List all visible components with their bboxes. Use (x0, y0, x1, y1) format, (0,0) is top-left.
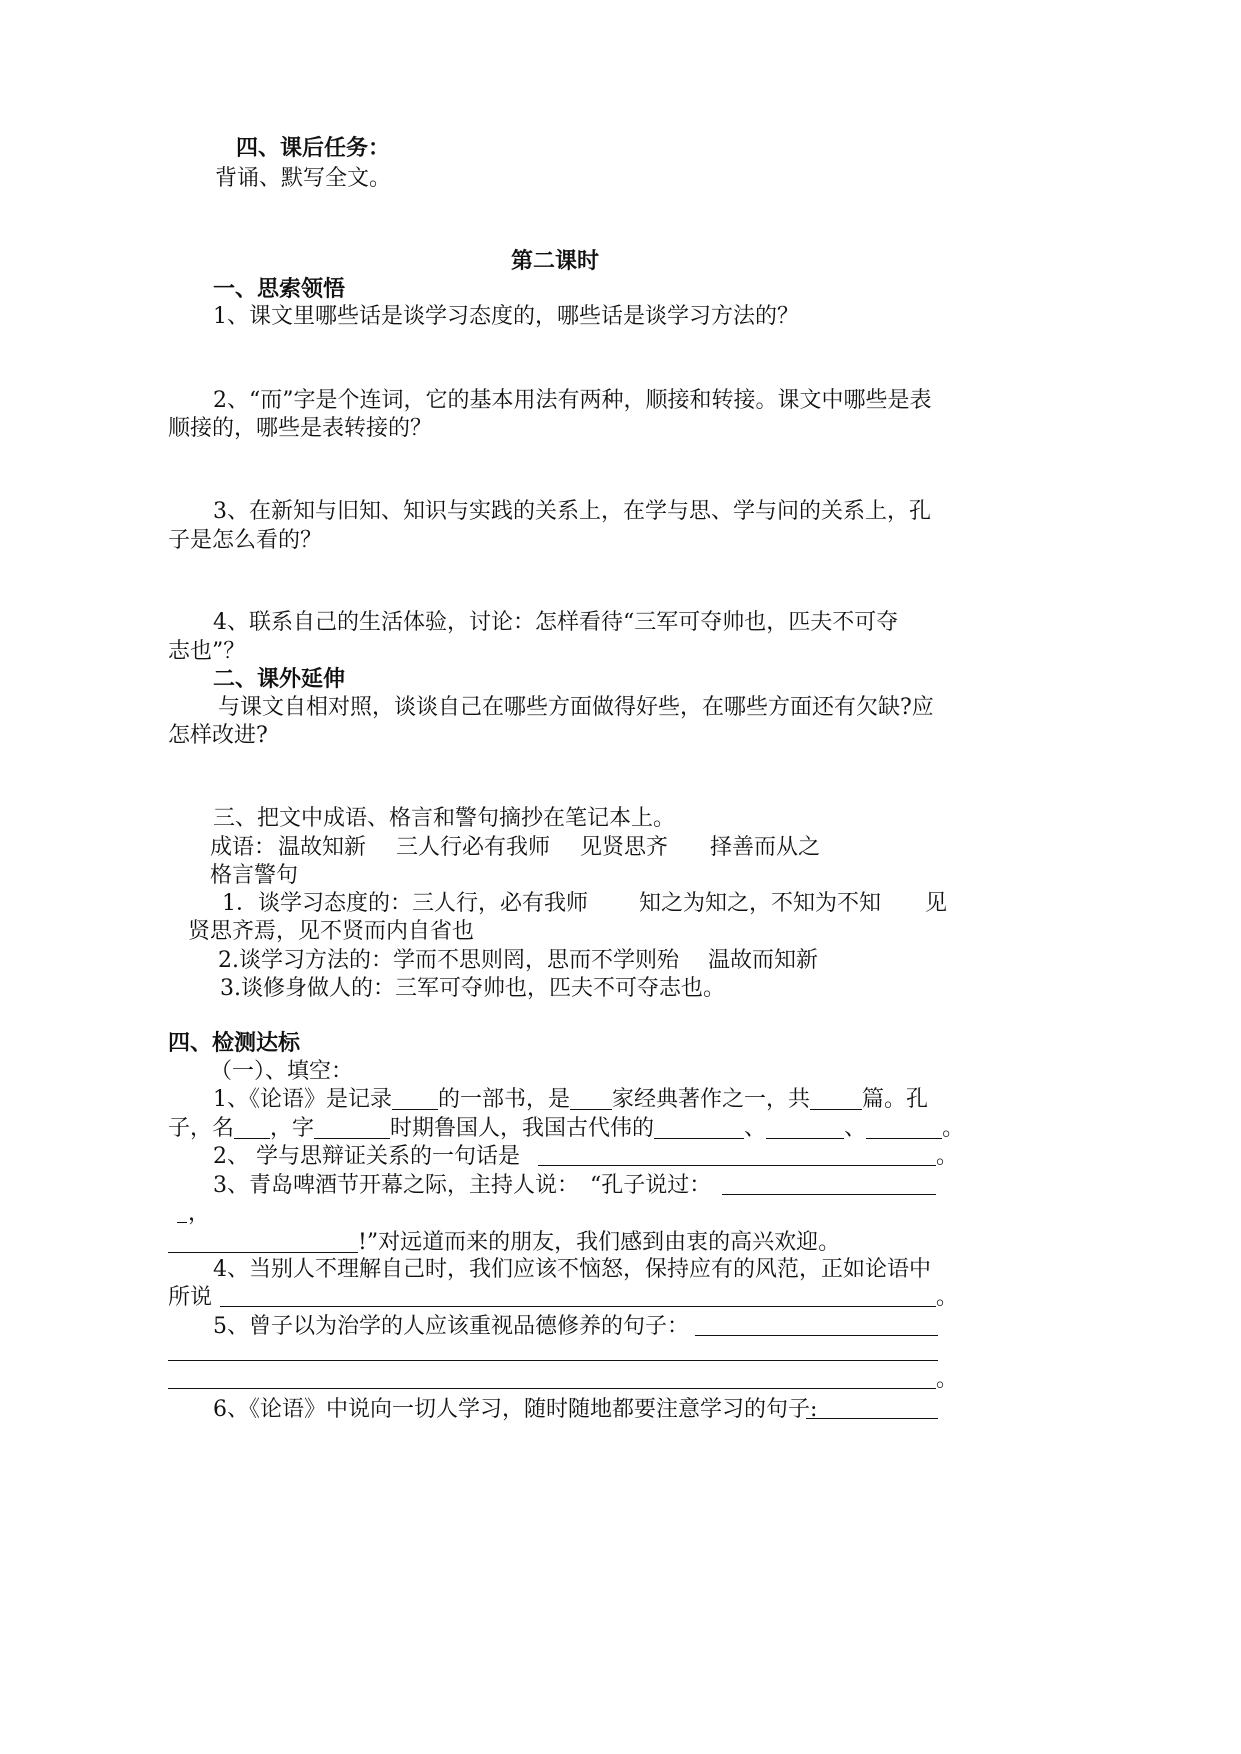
idiom-item: 择善而从之 (710, 835, 821, 860)
fill-5-line-1: 5、曾子以为治学的人应该重视品德修养的句子： (213, 1314, 689, 1339)
fill-4-end: 。 (936, 1285, 959, 1310)
fill-1-line-2: 子，名 ，字 时期鲁国人，我国古代伟的 、 、 。 (168, 1116, 965, 1141)
idiom-item: 三人行必有我师 (396, 835, 551, 860)
answer-blank[interactable] (654, 1116, 744, 1139)
fill-4-label: 所说 (168, 1285, 213, 1310)
question-4-line-1: 4、联系自己的生活体验，讨论：怎样看待“三军可夺帅也，匹夫不可夺 (213, 610, 899, 635)
maxim-2: 2.谈学习方法的：学而不思则罔，思而不学则殆 温故而知新 (218, 948, 818, 973)
question-3-line-1: 3、在新知与旧知、知识与实践的关系上，在学与思、学与问的关系上，孔 (213, 499, 931, 524)
fill-5-end: 。 (936, 1367, 959, 1392)
question-4-line-2: 志也”？ (168, 639, 246, 664)
part2-text-line-2: 怎样改进? (168, 723, 268, 748)
answer-line[interactable] (538, 1165, 936, 1166)
fill-1-line-1: 1、《论语》是记录 的一部书，是 家经典著作之一，共 篇。孔 (213, 1087, 929, 1112)
lesson-title: 第二课时 (511, 249, 600, 274)
part2-text-line-1: 与课文自相对照，谈谈自己在哪些方面做得好些，在哪些方面还有欠缺?应 (218, 695, 934, 720)
answer-blank[interactable] (234, 1116, 270, 1139)
maxims-label: 格言警句 (210, 863, 299, 888)
part4-heading: 四、检测达标 (168, 1031, 301, 1056)
homework-text: 背诵、默写全文。 (215, 166, 392, 191)
question-3-line-2: 子是怎么看的？ (168, 528, 323, 553)
answer-blank[interactable] (866, 1116, 942, 1139)
fill-3-line-3: !”对远道而来的朋友，我们感到由衷的高兴欢迎。 (358, 1230, 841, 1255)
answer-line[interactable] (168, 1388, 936, 1389)
fill-in-subheading: （一）、填空： (210, 1059, 354, 1084)
answer-line[interactable] (168, 1360, 938, 1361)
answer-line[interactable] (168, 1252, 358, 1253)
answer-line[interactable] (806, 1418, 938, 1419)
idiom-item: 见贤思齐 (580, 835, 669, 860)
answer-line[interactable] (220, 1306, 936, 1307)
maxim-1-line-2: 贤思齐焉，见不贤而内自省也 (188, 919, 475, 944)
answer-blank[interactable] (314, 1116, 390, 1139)
idiom-item: 温故知新 (278, 835, 367, 860)
fill-6-line-1: 6、《论语》中说向一切人学习，随时随地都要注意学习的句子: (213, 1397, 818, 1422)
fill-4-line-1: 4、当别人不理解自己时，我们应该不恼怒，保持应有的风范，正如论语中 (213, 1257, 931, 1282)
part2-heading: 二、课外延伸 (213, 667, 346, 692)
answer-blank[interactable] (810, 1087, 862, 1110)
answer-blank[interactable] (766, 1116, 844, 1139)
answer-line[interactable] (177, 1222, 187, 1223)
answer-line[interactable] (695, 1335, 938, 1336)
maxim-3: 3.谈修身做人的：三军可夺帅也，匹夫不可夺志也。 (220, 976, 725, 1001)
question-2-line-1: 2、“而”字是个连词，它的基本用法有两种，顺接和转接。课文中哪些是表 (213, 388, 932, 413)
section-heading-homework: 四、课后任务： (236, 136, 391, 161)
answer-blank[interactable] (570, 1087, 612, 1110)
fill-3-line-1: 3、青岛啤酒节开幕之际，主持人说： “孔子说过： (213, 1173, 712, 1198)
answer-line[interactable] (722, 1194, 936, 1195)
idioms-label: 成语： (210, 835, 277, 860)
question-2-line-2: 顺接的，哪些是表转接的？ (168, 416, 433, 441)
fill-2: 2、 学与思辩证关系的一句话是 (213, 1144, 520, 1169)
part1-heading: 一、思索领悟 (213, 277, 346, 302)
maxim-1-line-1: 1．谈学习态度的：三人行，必有我师 知之为知之，不知为不知 见 (222, 891, 947, 916)
part3-heading: 三、把文中成语、格言和警句摘抄在笔记本上。 (213, 806, 676, 831)
answer-blank[interactable] (392, 1087, 438, 1110)
question-1: 1、课文里哪些话是谈学习态度的，哪些话是谈学习方法的？ (213, 304, 799, 329)
fill-3-comma: ， (188, 1201, 211, 1226)
fill-2-end: 。 (936, 1144, 959, 1169)
